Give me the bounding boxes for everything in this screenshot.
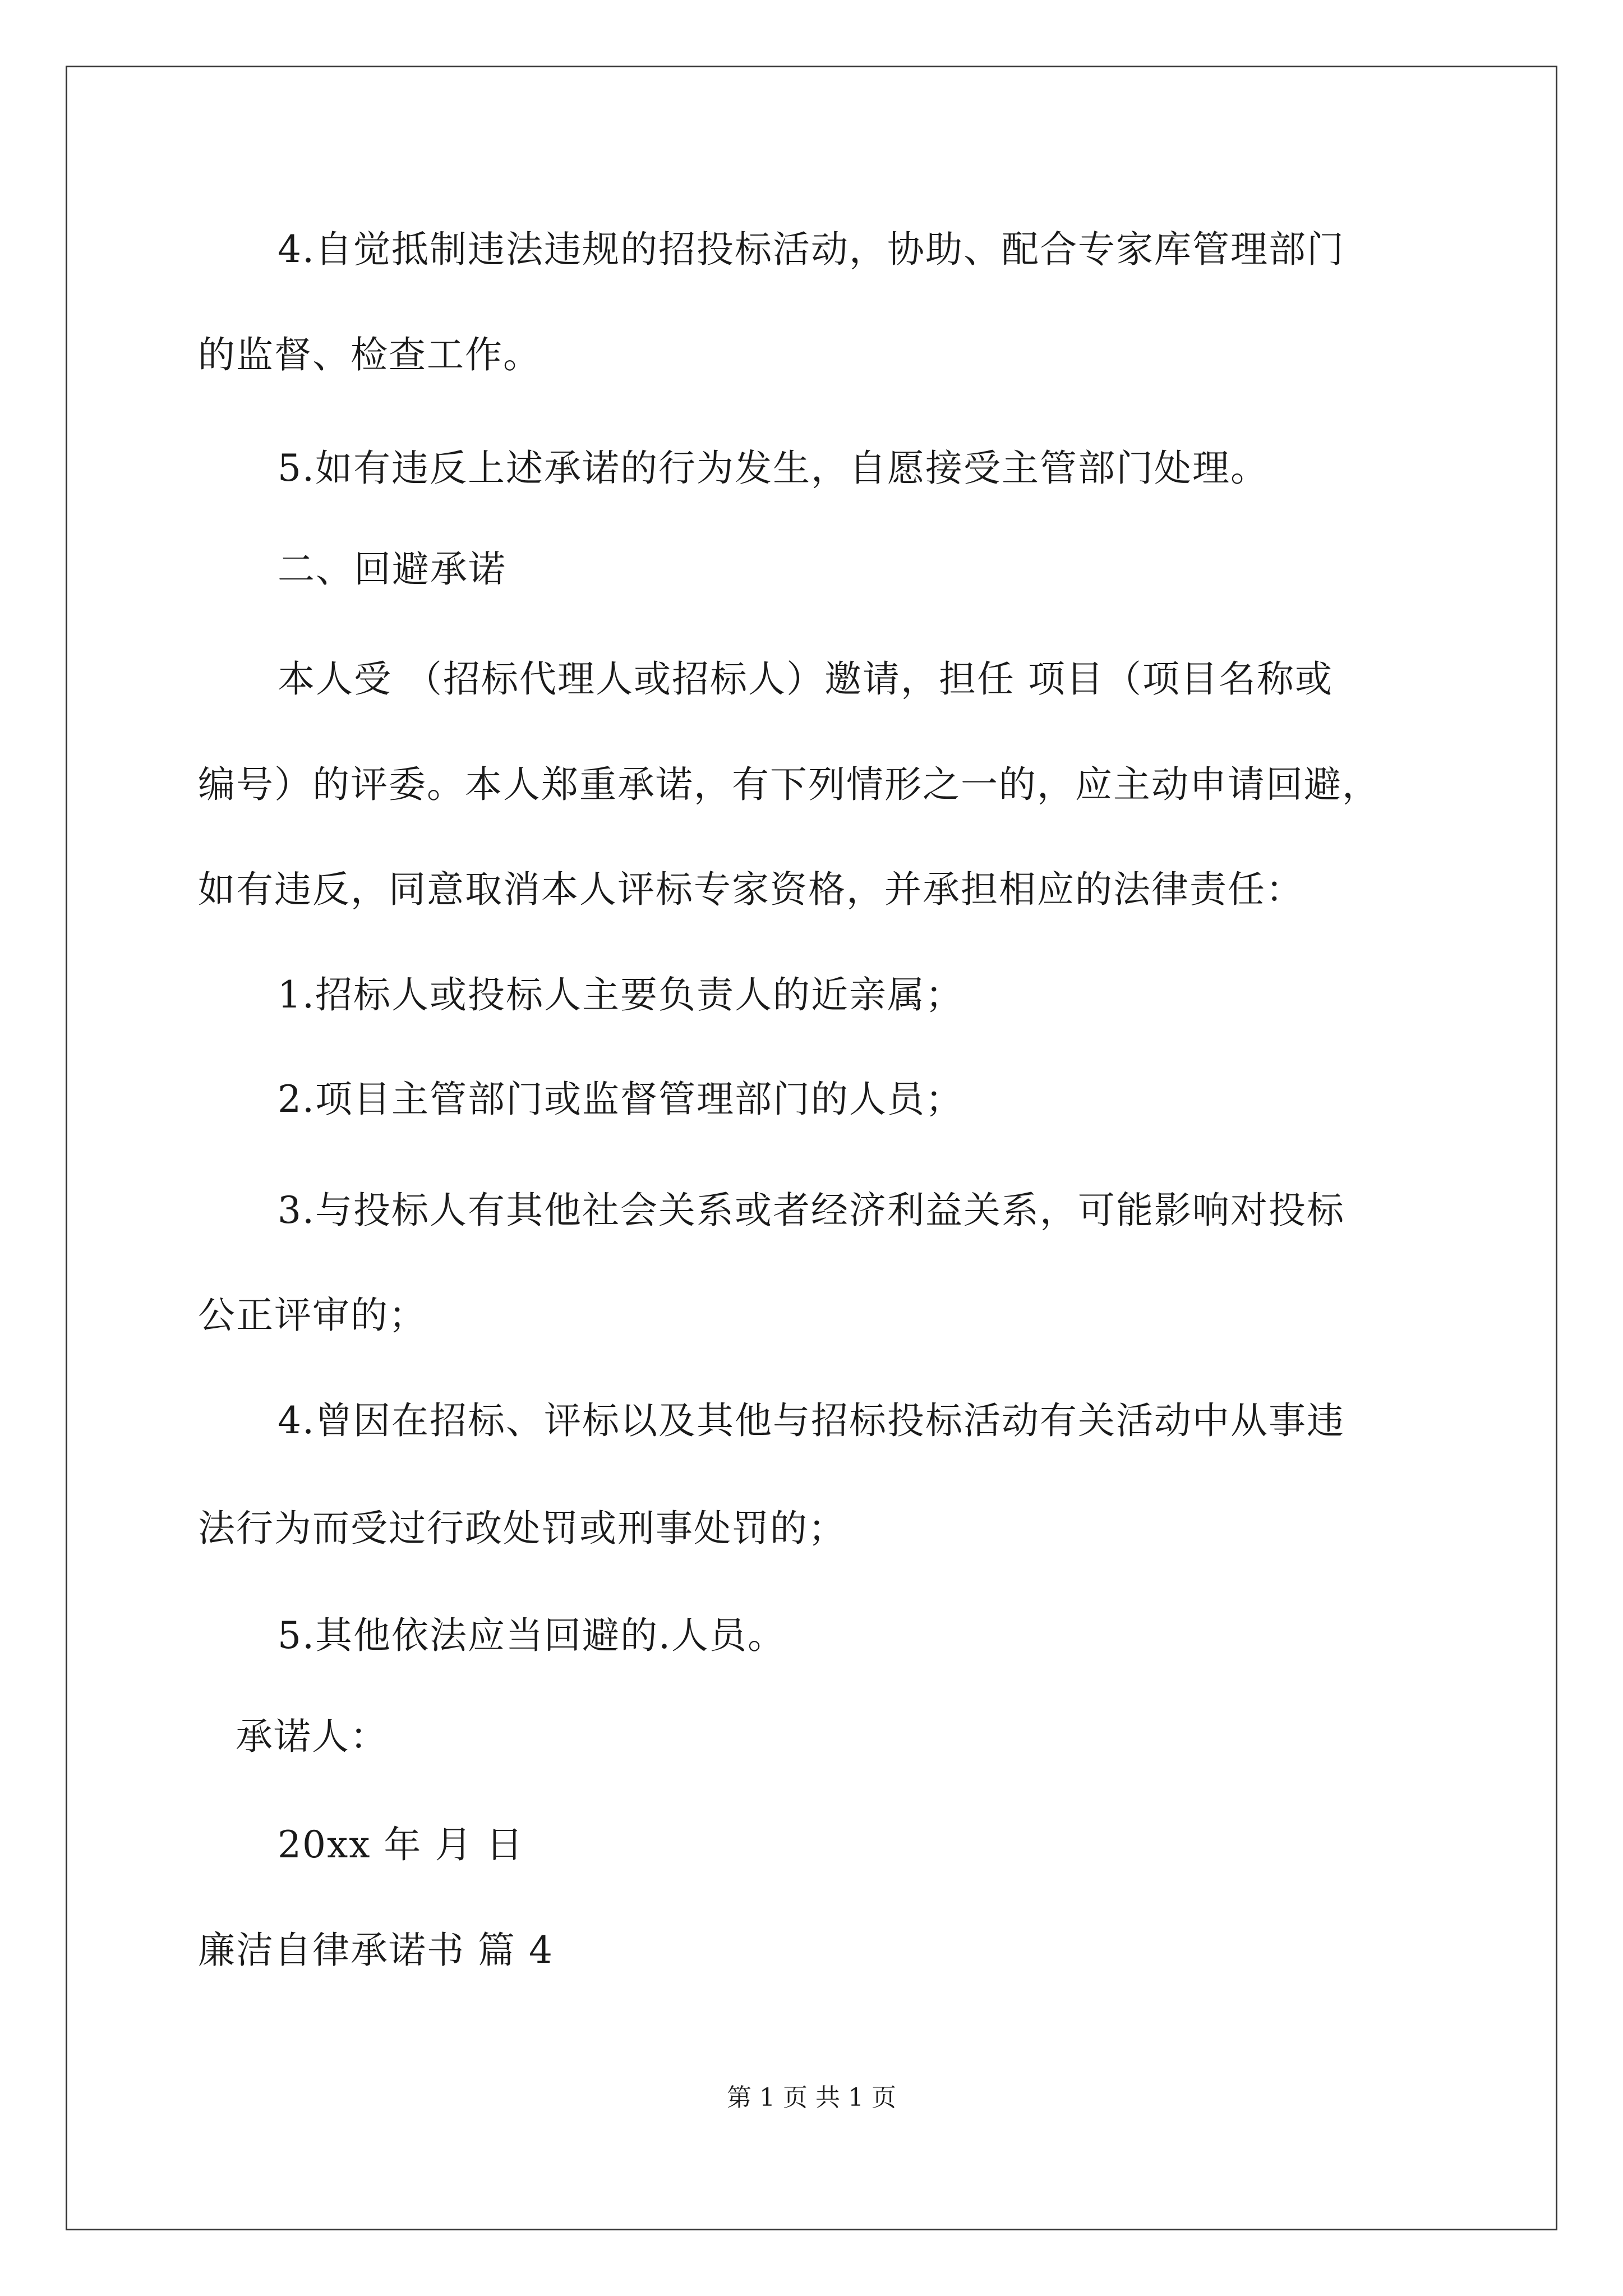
list-item: 4.曾因在招标、评标以及其他与招标投标活动有关活动中从事违 [278, 1399, 1345, 1442]
page-footer: 第 1 页 共 1 页 [727, 2083, 896, 2112]
text-line: 公正评审的； [198, 1294, 427, 1337]
list-item: 5.其他依法应当回避的.人员。 [278, 1614, 786, 1657]
text-line: 4.自觉抵制违法违规的招投标活动，协助、配合专家库管理部门 [278, 228, 1345, 271]
list-item: 1.招标人或投标人主要负责人的近亲属； [278, 973, 963, 1016]
text-line: 如有违反，同意取消本人评标专家资格，并承担相应的法律责任： [198, 868, 1304, 911]
text-line: 编号）的评委。本人郑重承诺，有下列情形之一的，应主动申请回避， [198, 763, 1380, 806]
text-line: 的监督、检查工作。 [198, 333, 541, 376]
text-line: 5.如有违反上述承诺的行为发生，自愿接受主管部门处理。 [278, 447, 1269, 490]
signature-label: 承诺人： [236, 1715, 388, 1758]
text-line: 法行为而受过行政处罚或刑事处罚的； [198, 1507, 846, 1550]
document-title: 廉洁自律承诺书 篇 4 [198, 1929, 554, 1972]
page-border [66, 66, 1557, 2230]
section-heading: 二、回避承诺 [278, 547, 506, 591]
date-line: 20xx 年 月 日 [278, 1823, 524, 1866]
list-item: 2.项目主管部门或监督管理部门的人员； [278, 1078, 963, 1121]
text-line: 本人受 （招标代理人或招标人）邀请，担任 项目（项目名称或 [278, 657, 1333, 701]
list-item: 3.与投标人有其他社会关系或者经济利益关系，可能影响对投标 [278, 1189, 1345, 1232]
